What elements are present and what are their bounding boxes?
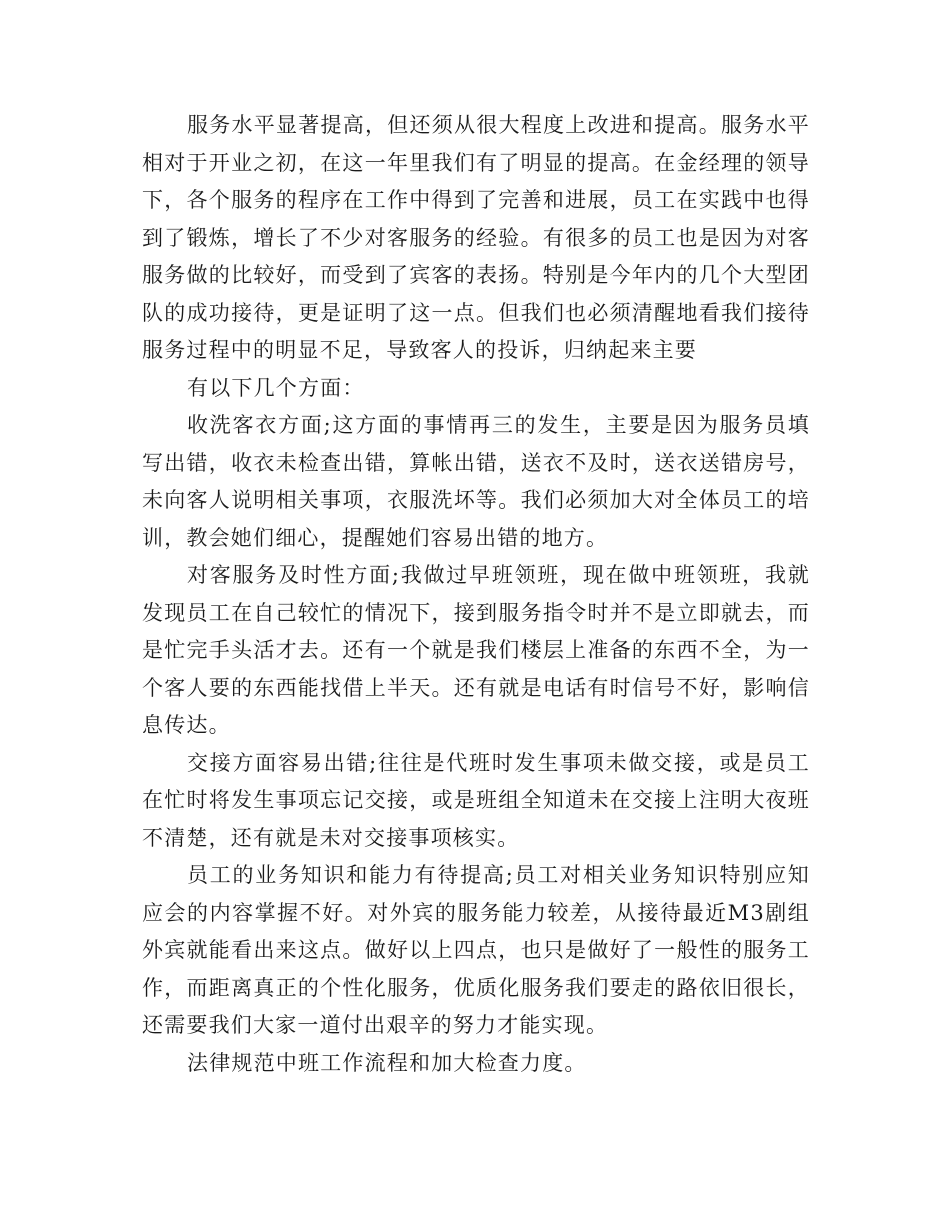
paragraph-2: 有以下几个方面： xyxy=(187,375,365,400)
paragraph-7: 法律规范中班工作流程和加大检查力度。 xyxy=(187,1050,587,1075)
paragraph-5: 交接方面容易出错;往往是代班时发生事项未做交接，或是员工在忙时将发生事项忘记交接，或是班组全知道未在交接上注明大夜班不清楚，还有就是未对交接事项核实。 xyxy=(142,750,810,850)
paragraph-3: 收洗客衣方面;这方面的事情再三的发生，主要是因为服务员填写出错，收衣未检查出错，算帐出错，送衣不及时，送衣送错房号，未向客人说明相关事项，衣服洗坏等。我们必须加大对全体员工的培训，教会她们细心，提醒她们容易出错的地方。 xyxy=(142,413,810,550)
paragraph-6: 员工的业务知识和能力有待提高;员工对相关业务知识特别应知应会的内容掌握不好。对外宾的服务能力较差，从接待最近M3剧组外宾就能看出来这点。做好以上四点，也只是做好了一般性的服务工作，而距离真正的个性化服务，优质化服务我们要走的路依旧很长，还需要我们大家一道付出艰辛的努力才能实现。 xyxy=(142,863,810,1037)
paragraph-1: 服务水平显著提高，但还须从很大程度上改进和提高。服务水平相对于开业之初，在这一年里我们有了明显的提高。在金经理的领导下，各个服务的程序在工作中得到了完善和进展，员工在实践中也得到了锻炼，增长了不少对客服务的经验。有很多的员工也是因为对客服务做的比较好，而受到了宾客的表扬。特别是今年内的几个大型团队的成功接待，更是证明了这一点。但我们也必须清醒地看我们接待服务过程中的明显不足，导致客人的投诉，归纳起来主要 xyxy=(142,113,810,362)
paragraph-4: 对客服务及时性方面;我做过早班领班，现在做中班领班，我就发现员工在自己较忙的情况下，接到服务指令时并不是立即就去，而是忙完手头活才去。还有一个就是我们楼层上准备的东西不全，为一个客人要的东西能找借上半天。还有就是电话有时信号不好，影响信息传达。 xyxy=(142,563,810,737)
document-body xyxy=(142,107,810,1082)
